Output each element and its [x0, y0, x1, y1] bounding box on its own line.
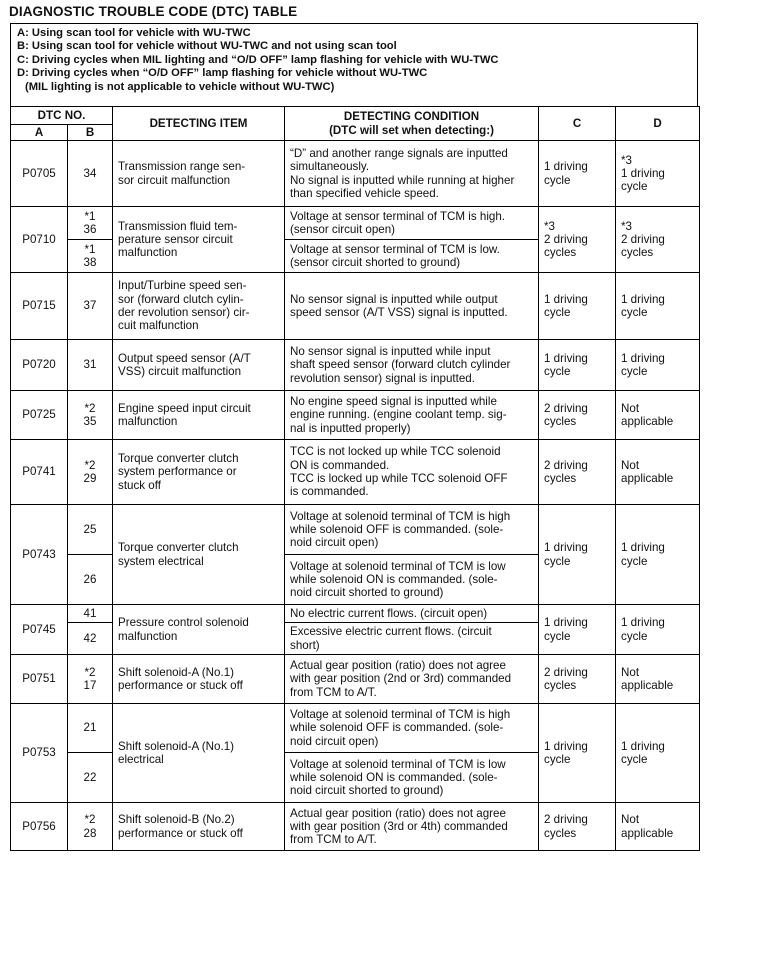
detecting-item: Shift solenoid-B (No.2) performance or stuck off: [113, 803, 285, 851]
dtc-code-b: 37: [68, 273, 113, 340]
page-title: DIAGNOSTIC TROUBLE CODE (DTC) TABLE: [9, 4, 298, 19]
dtc-code-b: *2 17: [68, 655, 113, 704]
driving-cycles-d: Not applicable: [616, 440, 700, 505]
table-row: [11, 207, 700, 240]
dtc-code-b: 42: [68, 623, 113, 655]
driving-cycles-c: 2 driving cycles: [539, 440, 616, 505]
legend: [10, 23, 698, 106]
table-row: [11, 704, 700, 753]
header-condition-line-1: DETECTING CONDITION: [343, 110, 480, 124]
detecting-item: Output speed sensor (A/T VSS) circuit malfunction: [113, 340, 285, 391]
table-row: [11, 655, 700, 704]
table-row: [11, 340, 700, 391]
table-row: [11, 440, 700, 505]
detecting-condition: No engine speed signal is inputted while engine running. (engine coolant temp. sig- nal is inputted properly): [285, 391, 539, 440]
table-row: [11, 141, 700, 207]
table-row: [11, 391, 700, 440]
detecting-item: Transmission fluid tem- perature sensor circuit malfunction: [113, 207, 285, 273]
dtc-table-body: [11, 141, 700, 851]
dtc-code-a: P0705: [11, 141, 68, 207]
dtc-code-b: 26: [68, 555, 113, 605]
dtc-code-a: P0743: [11, 505, 68, 605]
dtc-code-b: 25: [68, 505, 113, 555]
detecting-item: Input/Turbine speed sen- sor (forward clutch cylin- der revolution sensor) cir- cuit malfunction: [113, 273, 285, 340]
detecting-condition: Voltage at solenoid terminal of TCM is low while solenoid ON is commanded. (sole- noid circuit shorted to ground): [285, 555, 539, 605]
driving-cycles-d: 1 driving cycle: [616, 704, 700, 803]
dtc-code-a: P0720: [11, 340, 68, 391]
header-d: D: [616, 107, 700, 141]
dtc-code-b: 21: [68, 704, 113, 753]
driving-cycles-c: 1 driving cycle: [539, 605, 616, 655]
detecting-item: Torque converter clutch system electrical: [113, 505, 285, 605]
driving-cycles-d: *3 2 driving cycles: [616, 207, 700, 273]
header-c: C: [539, 107, 616, 141]
detecting-condition: Voltage at sensor terminal of TCM is high. (sensor circuit open): [285, 207, 539, 240]
dtc-code-b: 41: [68, 605, 113, 623]
legend-note: (MIL lighting is not applicable to vehicle without WU-TWC): [25, 80, 335, 93]
detecting-condition: No sensor signal is inputted while input shaft speed sensor (forward clutch cylinder revolution sensor) signal is inputted.: [285, 340, 539, 391]
detecting-item: Engine speed input circuit malfunction: [113, 391, 285, 440]
driving-cycles-d: 1 driving cycle: [616, 340, 700, 391]
driving-cycles-d: Not applicable: [616, 803, 700, 851]
dtc-code-a: P0710: [11, 207, 68, 273]
driving-cycles-c: 1 driving cycle: [539, 340, 616, 391]
detecting-condition: Voltage at sensor terminal of TCM is low. (sensor circuit shorted to ground): [285, 240, 539, 273]
dtc-code-a: P0751: [11, 655, 68, 704]
driving-cycles-c: 2 driving cycles: [539, 391, 616, 440]
driving-cycles-c: 2 driving cycles: [539, 803, 616, 851]
legend-a: A: Using scan tool for vehicle with WU-TWC: [17, 27, 251, 39]
detecting-condition: Actual gear position (ratio) does not agree with gear position (2nd or 3rd) commanded from TCM to A/T.: [285, 655, 539, 704]
detecting-item: Shift solenoid-A (No.1) electrical: [113, 704, 285, 803]
dtc-code-a: P0741: [11, 440, 68, 505]
detecting-item: Pressure control solenoid malfunction: [113, 605, 285, 655]
detecting-item: Shift solenoid-A (No.1) performance or stuck off: [113, 655, 285, 704]
table-row: [11, 605, 700, 623]
driving-cycles-d: 1 driving cycle: [616, 273, 700, 340]
table-row: [11, 505, 700, 555]
driving-cycles-c: 1 driving cycle: [539, 505, 616, 605]
detecting-condition: No electric current flows. (circuit open): [285, 605, 539, 623]
driving-cycles-d: Not applicable: [616, 391, 700, 440]
driving-cycles-d: 1 driving cycle: [616, 505, 700, 605]
driving-cycles-c: *3 2 driving cycles: [539, 207, 616, 273]
detecting-condition: No sensor signal is inputted while output speed sensor (A/T VSS) signal is inputted.: [285, 273, 539, 340]
header-condition-line-2: (DTC will set when detecting:): [329, 123, 494, 137]
dtc-code-b: 31: [68, 340, 113, 391]
dtc-code-a: P0756: [11, 803, 68, 851]
dtc-code-a: P0715: [11, 273, 68, 340]
dtc-code-b: 22: [68, 753, 113, 803]
table-row: [11, 273, 700, 340]
detecting-condition: “D” and another range signals are inputted simultaneously. No signal is inputted while running at higher than specified vehicle speed.: [285, 141, 539, 207]
detecting-condition: Voltage at solenoid terminal of TCM is high while solenoid OFF is commanded. (sole- noid circuit open): [285, 505, 539, 555]
legend-c: C: Driving cycles when MIL lighting and “O/D OFF” lamp flashing for vehicle with WU-TWC: [17, 53, 499, 66]
header-a: A: [11, 125, 68, 141]
header-dtc-no: DTC NO.: [11, 107, 113, 125]
dtc-table: [10, 106, 700, 851]
detecting-item: Transmission range sen- sor circuit malfunction: [113, 141, 285, 207]
driving-cycles-c: 1 driving cycle: [539, 704, 616, 803]
detecting-condition: Excessive electric current flows. (circuit short): [285, 623, 539, 655]
driving-cycles-d: 1 driving cycle: [616, 605, 700, 655]
legend-d: D: Driving cycles when “O/D OFF” lamp flashing for vehicle without WU-TWC: [17, 67, 428, 80]
dtc-code-a: P0745: [11, 605, 68, 655]
driving-cycles-d: Not applicable: [616, 655, 700, 704]
header-detecting-item: DETECTING ITEM: [113, 107, 285, 141]
detecting-condition: Voltage at solenoid terminal of TCM is low while solenoid ON is commanded. (sole- noid circuit shorted to ground): [285, 753, 539, 803]
dtc-code-b: *1 36: [68, 207, 113, 240]
detecting-condition: TCC is not locked up while TCC solenoid ON is commanded. TCC is locked up while TCC solenoid OFF is commanded.: [285, 440, 539, 505]
detecting-condition: Voltage at solenoid terminal of TCM is high while solenoid OFF is commanded. (sole- noid circuit open): [285, 704, 539, 753]
detecting-item: Torque converter clutch system performance or stuck off: [113, 440, 285, 505]
table-row: [11, 803, 700, 851]
dtc-code-b: 34: [68, 141, 113, 207]
legend-b: B: Using scan tool for vehicle without WU-TWC and not using scan tool: [17, 40, 397, 53]
dtc-code-b: *2 29: [68, 440, 113, 505]
dtc-code-b: *2 28: [68, 803, 113, 851]
detecting-condition: Actual gear position (ratio) does not agree with gear position (3rd or 4th) commanded from TCM to A/T.: [285, 803, 539, 851]
header-b: B: [68, 125, 113, 141]
driving-cycles-c: 1 driving cycle: [539, 141, 616, 207]
dtc-code-a: P0725: [11, 391, 68, 440]
driving-cycles-c: 1 driving cycle: [539, 273, 616, 340]
driving-cycles-c: 2 driving cycles: [539, 655, 616, 704]
dtc-code-b: *2 35: [68, 391, 113, 440]
dtc-code-b: *1 38: [68, 240, 113, 273]
dtc-code-a: P0753: [11, 704, 68, 803]
header-detecting-condition: [285, 107, 539, 141]
driving-cycles-d: *3 1 driving cycle: [616, 141, 700, 207]
